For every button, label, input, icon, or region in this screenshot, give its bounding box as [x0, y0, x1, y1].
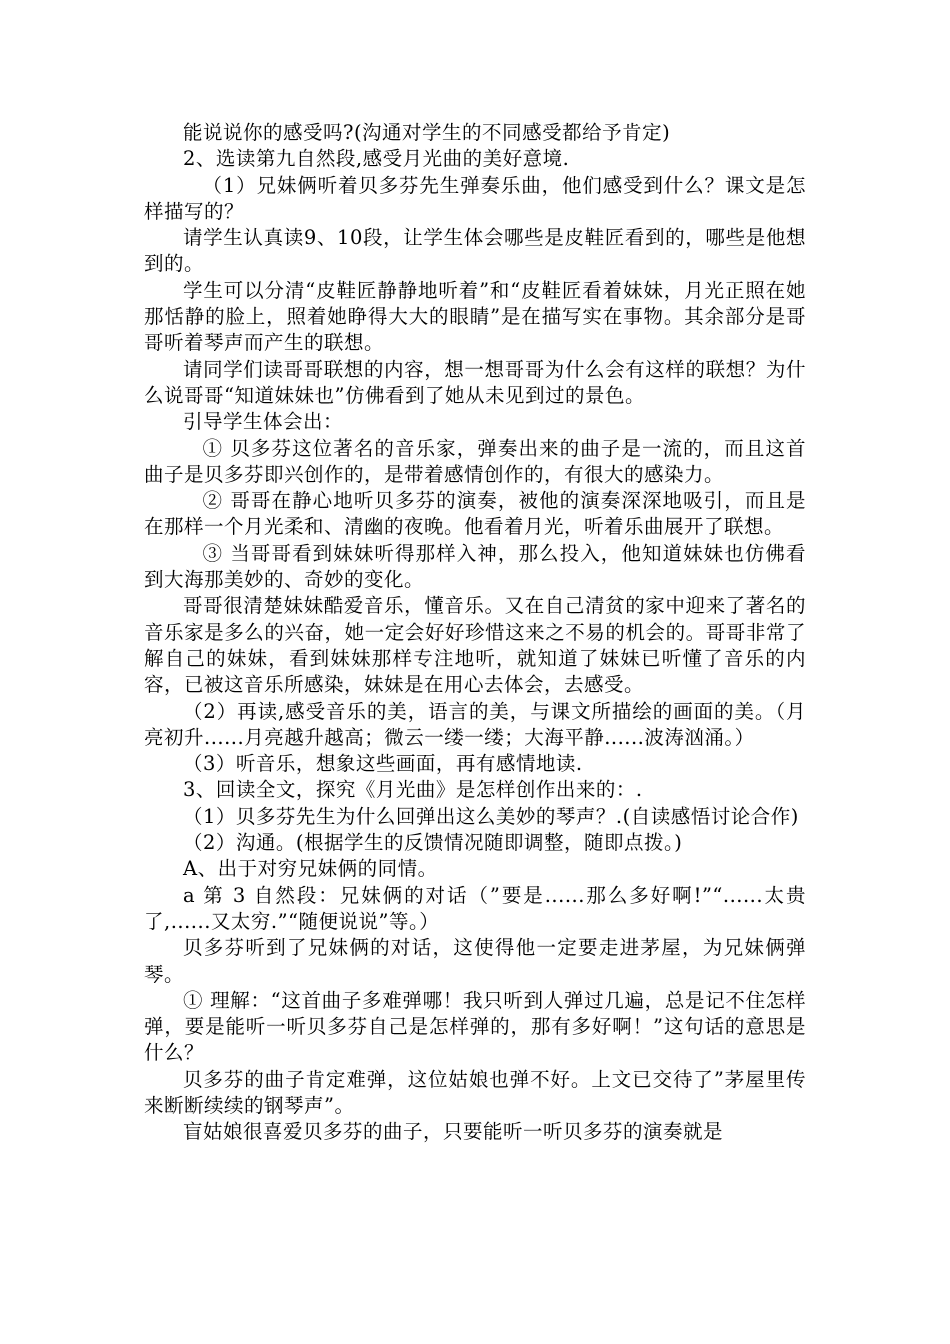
- paragraph-12: （2）再读,感受音乐的美，语言的美，与课文所描绘的画面的美。（月亮初升......月亮越升越高；微云一缕一缕；大海平静......波涛汹涌。）: [144, 699, 806, 749]
- paragraph-5: 学生可以分清“皮鞋匠静静地听着”和“皮鞋匠看着妹妹，月光正照在她那恬静的脸上，照着她睁得大大的眼睛”是在描写实在事物。其余部分是哥哥听着琴声而产生的联想。: [144, 278, 806, 355]
- paragraph-3: （1）兄妹俩听着贝多芬先生弹奏乐曲，他们感受到什么？课文是怎样描写的？: [144, 173, 806, 223]
- paragraph-20: ① 理解：“这首曲子多难弹哪！我只听到人弹过几遍，总是记不住怎样弹，要是能听一听贝多芬自己是怎样弹的，那有多好啊！”这句话的意思是什么？: [144, 988, 806, 1065]
- paragraph-11: 哥哥很清楚妹妹酷爱音乐，懂音乐。又在自己清贫的家中迎来了著名的音乐家是多么的兴奋，她一定会好好珍惜这来之不易的机会的。哥哥非常了解自己的妹妹，看到妹妹那样专注地听，就知道了妹妹已听懂了音乐的内容，已被这音乐所感染，妹妹是在用心去体会，去感受。: [144, 594, 806, 697]
- paragraph-15: （1）贝多芬先生为什么回弹出这么美妙的琴声？.(自读感悟讨论合作): [183, 804, 799, 828]
- paragraph-8: ① 贝多芬这位著名的音乐家，弹奏出来的曲子是一流的，而且这首曲子是贝多芬即兴创作的，是带着感情创作的，有很大的感染力。: [144, 436, 806, 486]
- paragraph-14: 3、回读全文，探究《月光曲》是怎样创作出来的：.: [183, 778, 643, 802]
- paragraph-18: a 第 3 自然段：兄妹俩的对话（”要是......那么多好啊!”“......太贵了,......又太穷.”“随便说说”等。）: [144, 883, 806, 933]
- paragraph-2: 2、选读第九自然段,感受月光曲的美好意境.: [183, 147, 570, 171]
- paragraph-21: 贝多芬的曲子肯定难弹，这位姑娘也弹不好。上文已交待了”茅屋里传来断断续续的钢琴声”。: [144, 1067, 806, 1117]
- paragraph-22: 盲姑娘很喜爱贝多芬的曲子，只要能听一听贝多芬的演奏就是: [183, 1120, 724, 1144]
- paragraph-10: ③ 当哥哥看到妹妹听得那样入神，那么投入，他知道妹妹也仿佛看到大海那美妙的、奇妙的变化。: [144, 541, 806, 592]
- paragraph-16: （2）沟通。(根据学生的反馈情况随即调整，随即点拨。): [183, 831, 683, 855]
- paragraph-13: （3）听音乐，想象这些画面，再有感情地读.: [183, 752, 583, 776]
- paragraph-6: 请同学们读哥哥联想的内容，想一想哥哥为什么会有这样的联想？为什么说哥哥“知道妹妹也”仿佛看到了她从未见到过的景色。: [144, 357, 806, 407]
- paragraph-7: 引导学生体会出：: [183, 410, 344, 434]
- document-body: [144, 120, 806, 1146]
- paragraph-1: 能说说你的感受吗?(沟通对学生的不同感受都给予肯定): [183, 121, 671, 144]
- paragraph-19: 贝多芬听到了兄妹俩的对话，这使得他一定要走进茅屋，为兄妹俩弹琴。: [144, 936, 806, 986]
- paragraph-17: A、出于对穷兄妹俩的同情。: [183, 857, 438, 881]
- paragraph-4: 请学生认真读9、10段，让学生体会哪些是皮鞋匠看到的，哪些是他想到的。: [144, 226, 806, 276]
- paragraph-9: ② 哥哥在静心地听贝多芬的演奏，被他的演奏深深地吸引，而且是在那样一个月光柔和、清幽的夜晚。他看着月光，听着乐曲展开了联想。: [144, 489, 806, 539]
